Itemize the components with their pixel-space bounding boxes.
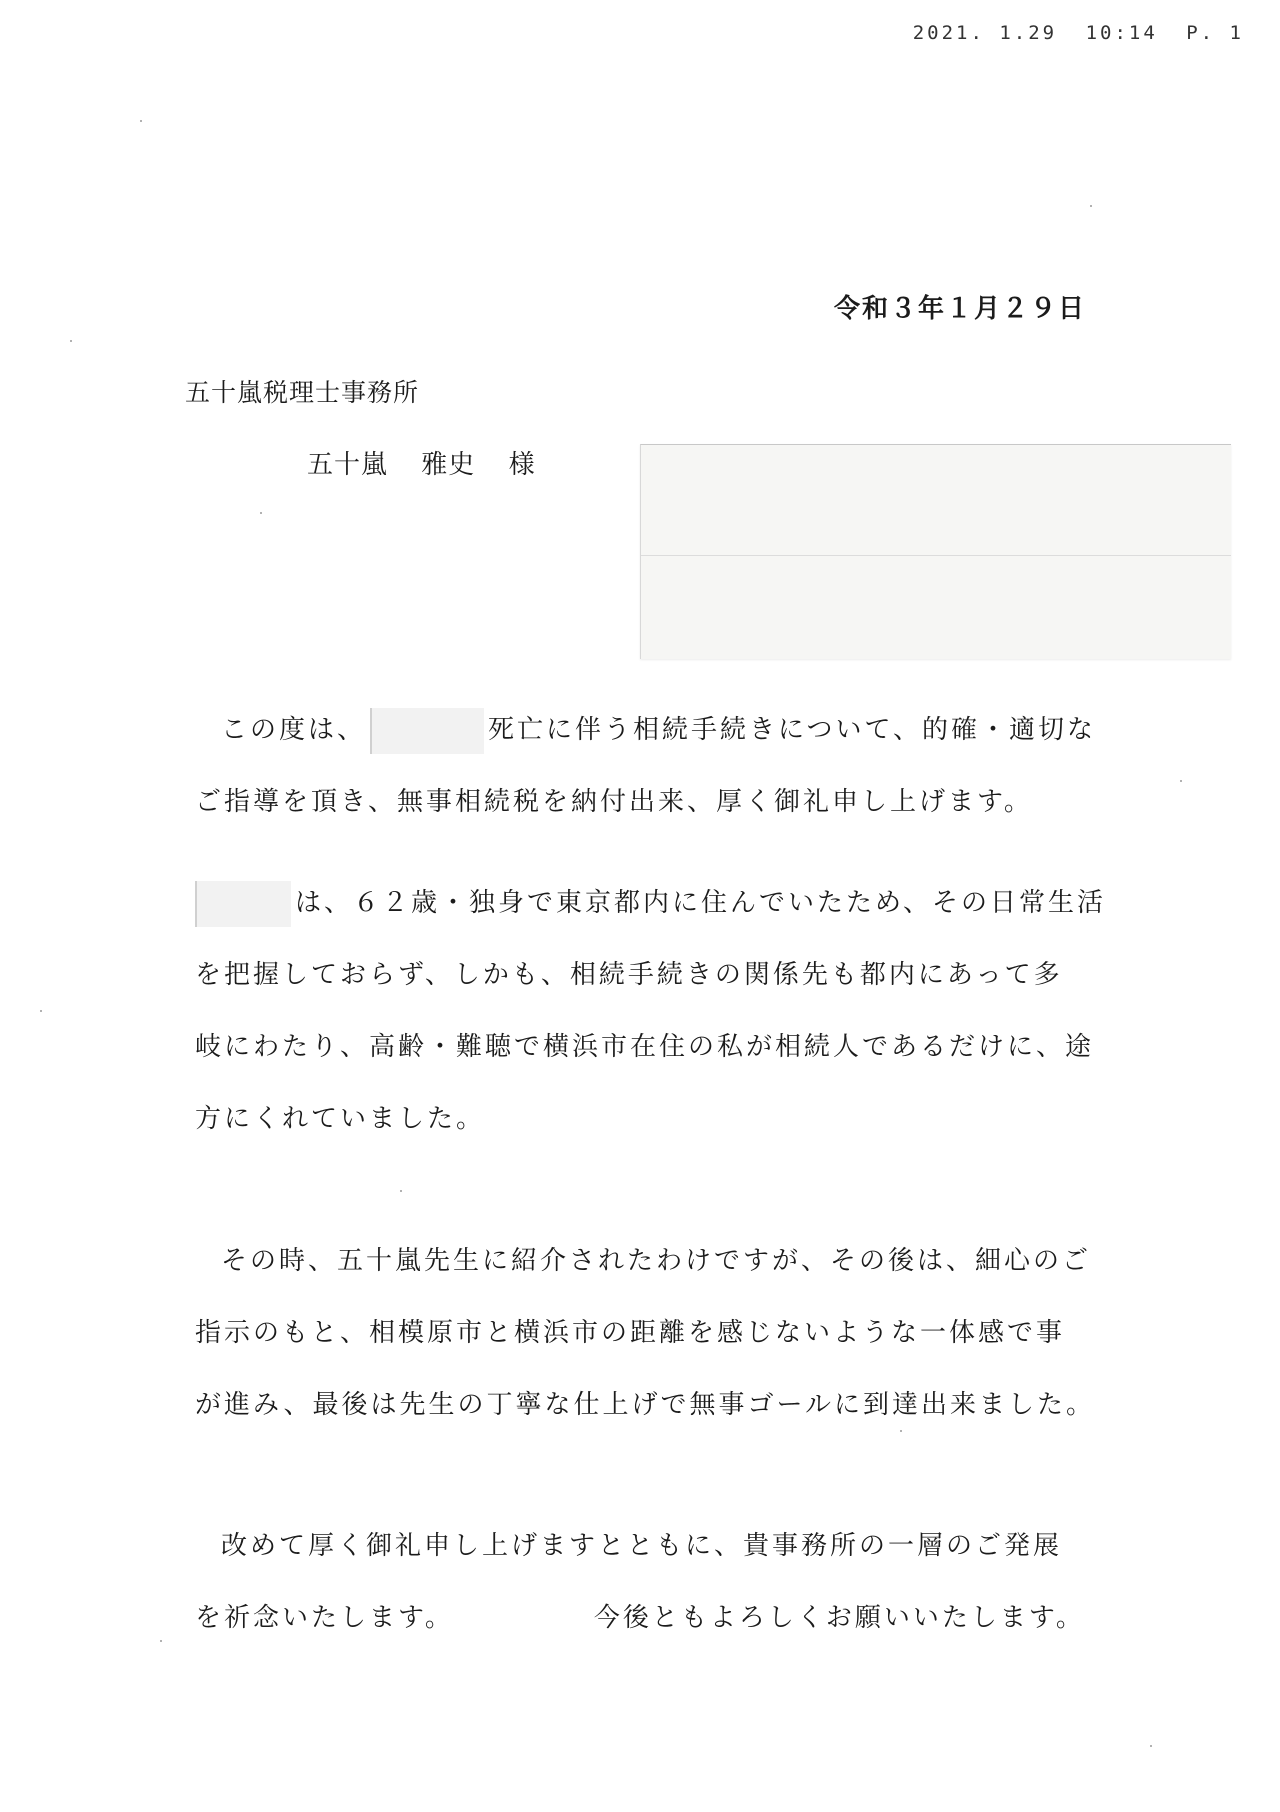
recipient-name	[307, 444, 560, 481]
redacted-name	[195, 881, 291, 927]
scan-speck	[1150, 1745, 1152, 1747]
paragraph-2	[195, 867, 1125, 1155]
text-fragment: 死亡に伴う相続手続きについて、的確・適切な	[488, 715, 1096, 745]
text-line: ご指導を頂き、無事相続税を納付出来、厚く御礼申し上げます。	[195, 787, 1033, 817]
text-fragment: は、６２歳・独身で東京都内に住んでいたため、その日常生活	[295, 888, 1106, 918]
letter-date: 令和３年１月２９日	[834, 294, 1087, 324]
honorific: 様	[508, 450, 536, 480]
scan-speck	[70, 340, 72, 342]
scan-speck	[40, 1010, 42, 1012]
fax-time: 10:14	[1085, 22, 1158, 44]
redacted-name	[370, 708, 484, 754]
text-fragment: を祈念いたします。	[195, 1603, 454, 1633]
text-line	[195, 694, 1125, 766]
scan-speck	[1180, 780, 1182, 782]
paragraph-3	[195, 1225, 1125, 1441]
office-name: 五十嵐税理士事務所	[185, 378, 420, 407]
text-fragment: 今後ともよろしくお願いいたします。	[593, 1603, 1085, 1633]
text-line: 指示のもと、相模原市と横浜市の距離を感じないような一体感で事	[195, 1318, 1066, 1348]
text-line: 方にくれていました。	[195, 1104, 486, 1134]
fax-header	[913, 22, 1244, 44]
text-line	[195, 1582, 1125, 1654]
scan-speck	[160, 1640, 162, 1642]
text-line	[195, 867, 1125, 939]
scan-speck	[260, 512, 262, 514]
fax-date: 2021. 1.29	[912, 22, 1058, 44]
scan-speck	[400, 1190, 402, 1192]
fax-page: P. 1	[1186, 22, 1244, 44]
redaction-fold-line	[641, 555, 1231, 556]
recipient-given-name: 雅史	[421, 450, 476, 480]
text-line: が進み、最後は先生の丁寧な仕上げで無事ゴールに到達出来ました。	[195, 1390, 1096, 1420]
text-line: その時、五十嵐先生に紹介されたわけですが、その後は、細心のご	[221, 1246, 1092, 1276]
redacted-sender-block	[640, 444, 1231, 659]
text-line: 岐にわたり、高齢・難聴で横浜市在住の私が相続人であるだけに、途	[195, 1032, 1095, 1062]
paragraph-4	[195, 1510, 1125, 1654]
scan-speck	[140, 120, 142, 122]
text-fragment: この度は、	[221, 715, 367, 745]
paragraph-1	[195, 694, 1125, 838]
recipient-surname: 五十嵐	[307, 450, 389, 480]
text-line: 改めて厚く御礼申し上げますとともに、貴事務所の一層のご発展	[221, 1531, 1063, 1561]
scan-speck	[1090, 205, 1092, 207]
text-line: を把握しておらず、しかも、相続手続きの関係先も都内にあって多	[195, 960, 1063, 990]
